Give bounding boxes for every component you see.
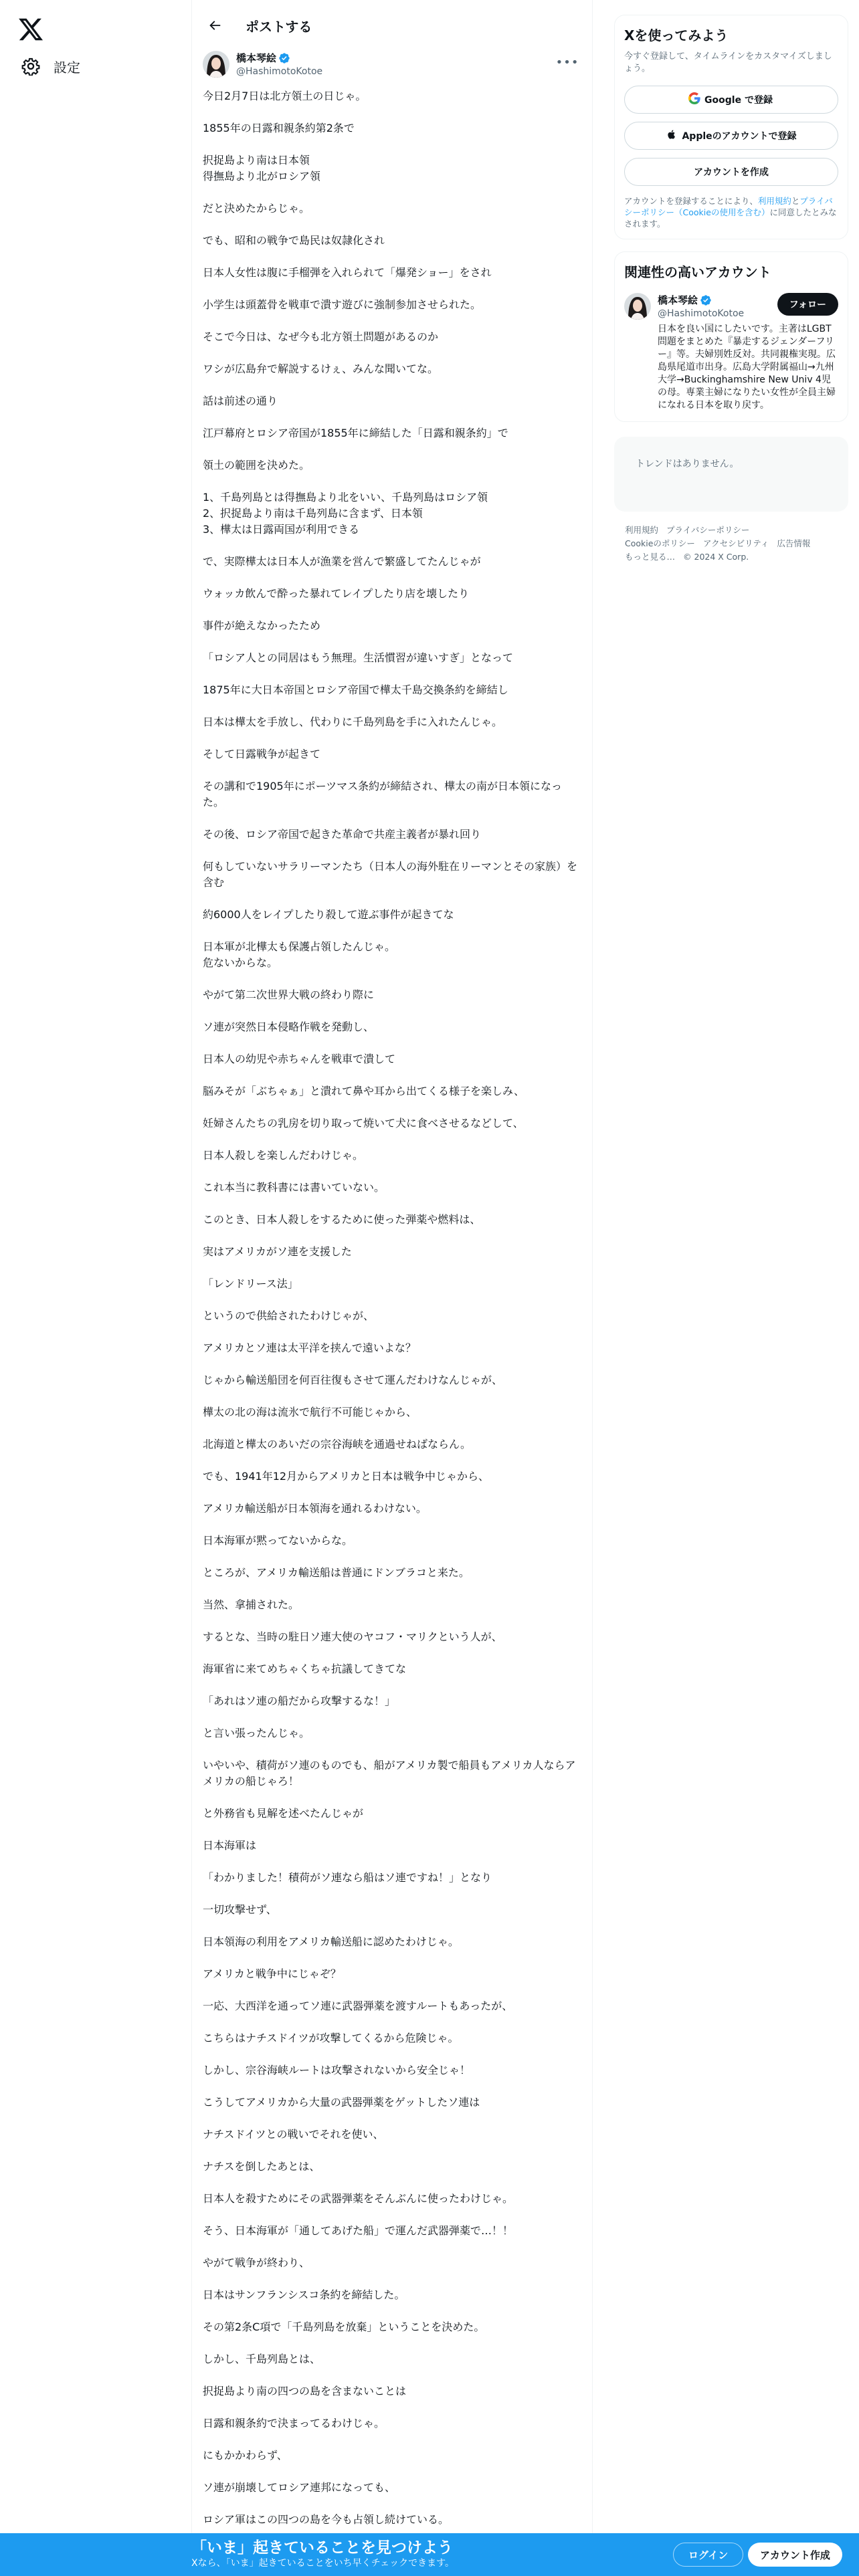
apple-signup-button[interactable]	[624, 122, 838, 150]
footer-link[interactable]: © 2024 X Corp.	[683, 552, 749, 562]
google-signup-button[interactable]	[624, 86, 838, 114]
post-paragraph: だと決めたからじゃ。	[203, 202, 310, 215]
post-paragraph: 「レンドリース法」	[203, 1277, 298, 1290]
post-paragraph: 日本海軍が黙ってないからな。	[203, 1534, 353, 1547]
post-paragraph: しかし、千島列島とは、	[203, 2353, 321, 2365]
main-column	[191, 0, 593, 2576]
post-paragraph: と言い張ったんじゃ。	[203, 1727, 310, 1739]
post-paragraph: こちらはナチスドイツが攻撃してくるから危険じゃ。	[203, 2032, 459, 2044]
post-paragraph: このとき、日本人殺しをするために使った弾薬や燃料は、	[203, 1213, 481, 1226]
post-paragraph: するとな、当時の駐日ソ連大使のヤコフ・マリクという人が、	[203, 1630, 502, 1643]
footer-link[interactable]: アクセシビリティ	[702, 538, 769, 548]
author-name: 橋本琴絵	[236, 52, 277, 64]
post-paragraph: 択捉島より南の四つの島を含まないことは	[203, 2385, 407, 2397]
left-navigation	[0, 0, 191, 2576]
post-paragraph: でも、昭和の戦争で島民は奴隷化され	[203, 234, 385, 247]
post-header	[192, 0, 592, 51]
bottom-bar-subline: Xなら、「いま」起きていることをいち早くチェックできます。	[191, 2558, 455, 2569]
post-paragraph: やがて第二次世界大戦の終わり際に	[203, 988, 375, 1001]
post-paragraph: 択捉島より南は日本領 得撫島より北がロシア領	[203, 154, 321, 183]
post-paragraph: 北海道と樺太のあいだの宗谷海峡を通過せねばならん。	[203, 1438, 471, 1451]
more-options-button[interactable]	[556, 51, 579, 74]
post-paragraph: しかし、宗谷海峡ルートは攻撃されないから安全じゃ！	[203, 2064, 471, 2076]
more-dots-icon: •••	[555, 55, 579, 70]
post-paragraph: アメリカとソ連は太平洋を挟んで遠いよな？	[203, 1341, 416, 1354]
post-text	[192, 82, 592, 2528]
cookie-link[interactable]: （Cookieの使用を含む）	[674, 207, 770, 217]
post-paragraph: 1855年の日露和親条約第2条で	[203, 122, 355, 134]
post-paragraph: ナチスドイツとの戦いでそれを使い、	[203, 2128, 384, 2141]
post-paragraph: 1、千島列島とは得撫島より北をいい、千島列島はロシア領 2、択捉島より南は千島列島に含まず、日本領 3、樺太は日露両国が利用できる	[203, 491, 488, 536]
post-paragraph: その後、ロシア帝国で起きた革命で共産主義者が暴れ回り	[203, 828, 482, 841]
apple-icon	[666, 128, 678, 143]
post-paragraph: 日本海軍は	[203, 1839, 257, 1852]
related-bio: 日本を良い国にしたいです。主著はLGBT問題をまとめた『暴走するジェンダーフリー』等。夫婦別姓反対。共同親権実現。広島県尾道市出身。広島大学附属福山→九州大学→Buckinghamshire New Univ 4児の母。専業主婦になりたい女性が全員主婦になれる日本を取り戻す。	[658, 324, 836, 411]
post-paragraph: アメリカ輸送船が日本領海を通れるわけない。	[203, 1502, 427, 1515]
post-paragraph: 日露和親条約で決まってるわけじゃ。	[203, 2417, 385, 2430]
post-paragraph: 日本軍が北樺太も保護占領したんじゃ。 危ないからな。	[203, 940, 396, 969]
legal-prefix: アカウントを登録することにより、	[624, 196, 758, 206]
post-paragraph: ソ連が崩壊してロシア連邦になっても、	[203, 2481, 396, 2494]
post-paragraph: というので供給されたわけじゃが、	[203, 1309, 375, 1322]
post-paragraph: その第2条C項で「千島列島を放棄」ということを決めた。	[203, 2321, 485, 2333]
google-icon	[688, 92, 700, 107]
post-paragraph: にもかかわらず、	[203, 2449, 288, 2462]
footer-link[interactable]: プライバシーポリシー	[666, 525, 750, 535]
post-paragraph: 今日2月7日は北方領土の日じゃ。	[203, 90, 367, 102]
post-paragraph: 事件が絶えなかったため	[203, 619, 321, 632]
post-paragraph: 日本はサンフランシスコ条約を締結した。	[203, 2288, 405, 2301]
post-paragraph: そして日露戦争が起きて	[203, 748, 321, 760]
post-paragraph: 日本人を殺すためにその武器弾薬をそんぶんに使ったわけじゃ。	[203, 2192, 514, 2205]
signup-subtitle: 今すぐ登録して、タイムラインをカスタマイズしましょう。	[624, 51, 832, 74]
post-paragraph: と外務省も見解を述べたんじゃが	[203, 1807, 364, 1820]
post-paragraph: やがて戦争が終わり、	[203, 2256, 310, 2269]
post-paragraph: ところが、アメリカ輸送船は普通にドンブラコと来た。	[203, 1566, 470, 1579]
verified-badge-icon	[700, 294, 712, 306]
post-paragraph: 妊婦さんたちの乳房を切り取って焼いて犬に食べさせるなどして、	[203, 1117, 524, 1130]
post-paragraph: 話は前述の通り	[203, 395, 278, 407]
privacy-link[interactable]: プライバシーポリシー	[624, 196, 833, 217]
gear-icon	[21, 57, 40, 76]
legal-suffix: に同意したとみなされます。	[624, 207, 837, 229]
post-paragraph: 「ロシア人との同居はもう無理。生活慣習が違いすぎ」となって	[203, 651, 514, 664]
signup-title: Xを使ってみよう	[624, 27, 729, 43]
bottom-bar-texts	[191, 2539, 454, 2569]
post-paragraph: 何もしていないサラリーマンたち（日本人の海外駐在リーマンとその家族）を含む	[203, 860, 578, 889]
apple-signup-label: Appleのアカウントで登録	[682, 131, 797, 142]
post-paragraph: 「あれはソ連の船だから攻撃するな！」	[203, 1695, 396, 1707]
post-paragraph: でも、1941年12月からアメリカと日本は戦争中じゃから、	[203, 1470, 489, 1483]
back-button[interactable]	[203, 13, 227, 37]
post-paragraph: 1875年に大日本帝国とロシア帝国で樺太千島交換条約を締結し	[203, 683, 508, 696]
signup-card	[614, 15, 848, 239]
nav-settings-label: 設定	[54, 59, 80, 76]
login-button[interactable]: ログイン	[673, 2543, 743, 2567]
post-paragraph: 領土の範囲を決めた。	[203, 459, 310, 471]
create-account-label: アカウントを作成	[694, 167, 769, 178]
post-paragraph: アメリカと戦争中にじゃぞ？	[203, 1967, 341, 1980]
page-title: ポストする	[246, 18, 312, 35]
google-signup-label: Google で登録	[704, 95, 773, 106]
post-paragraph: 日本人殺しを楽しんだわけじゃ。	[203, 1149, 364, 1162]
post-paragraph: そこで今日は、なぜ今も北方領土問題があるのか	[203, 330, 439, 343]
footer-links	[614, 524, 848, 564]
bottom-signup-bar	[0, 2533, 859, 2576]
post-paragraph: これ本当に教科書には書いていない。	[203, 1181, 385, 1194]
author-name-row[interactable]	[236, 51, 322, 65]
signup-legal-text	[624, 195, 838, 229]
related-name: 橋本琴絵	[658, 294, 698, 306]
bottom-bar-headline: 「いま」起きていることを見つけよう	[191, 2539, 453, 2557]
post-paragraph: そう、日本海軍が「通してあげた船」で運んだ武器弾薬で…！！	[203, 2224, 514, 2237]
post-paragraph: いやいや、積荷がソ連のものでも、船がアメリカ製で船員もアメリカ人ならアメリカの船じゃろ！	[203, 1759, 576, 1788]
right-sidebar	[614, 0, 848, 564]
post-paragraph: 当然、拿捕された。	[203, 1598, 300, 1611]
avatar[interactable]	[624, 293, 651, 320]
related-accounts-card	[614, 251, 848, 422]
post-paragraph: 江戸幕府とロシア帝国が1855年に締結した「日露和親条約」で	[203, 427, 508, 439]
footer-link[interactable]: 利用規約	[625, 525, 659, 535]
post-paragraph: 実はアメリカがソ連を支援した	[203, 1245, 352, 1258]
post-paragraph: ソ連が突然日本侵略作戦を発動し、	[203, 1021, 375, 1033]
terms-link[interactable]: 利用規約	[757, 196, 791, 206]
post-paragraph: 樺太の北の海は流氷で航行不可能じゃから、	[203, 1406, 417, 1418]
create-account-button[interactable]	[624, 158, 838, 186]
post-paragraph: で、実際樺太は日本人が漁業を営んで繁盛してたんじゃが	[203, 555, 481, 568]
trends-card	[614, 437, 848, 512]
x-logo-icon[interactable]	[17, 16, 44, 43]
signup-button[interactable]: アカウント作成	[748, 2543, 842, 2567]
post-paragraph: ウォッカ飲んで酔った暴れてレイプしたり店を壊したり	[203, 587, 470, 600]
related-user[interactable]	[624, 293, 838, 412]
post-paragraph: その講和で1905年にポーツマス条約が締結され、樺太の南が日本領になった。	[203, 780, 563, 809]
post-paragraph: 約6000人をレイプしたり殺して遊ぶ事件が起きてな	[203, 908, 454, 921]
related-handle[interactable]: @HashimotoKotoe	[658, 308, 745, 319]
footer-link[interactable]: もっと見る…	[625, 552, 676, 562]
verified-badge-icon	[278, 52, 290, 64]
post-author	[192, 51, 592, 82]
post-paragraph: 一応、大西洋を通ってソ連に武器弾薬を渡すルートもあったが、	[203, 2000, 513, 2012]
post-paragraph: 一切攻撃せず、	[203, 1903, 277, 1916]
post-paragraph: ナチスを倒したあとは、	[203, 2160, 320, 2173]
footer-link[interactable]: 広告情報	[777, 538, 811, 548]
footer-link[interactable]: Cookieのポリシー	[625, 538, 695, 548]
post-paragraph: ロシア軍はこの四つの島を今も占領し続けている。	[203, 2513, 450, 2526]
post-paragraph: 日本領海の利用をアメリカ輸送船に認めたわけじゃ。	[203, 1935, 459, 1948]
post-paragraph: 日本人女性は腹に手榴弾を入れられて「爆発ショー」をされ	[203, 266, 492, 279]
avatar[interactable]	[203, 51, 229, 78]
post-paragraph: 日本は樺太を手放し、代わりに千島列島を手に入れたんじゃ。	[203, 716, 503, 728]
arrow-left-icon	[207, 18, 222, 33]
trends-empty-text: トレンドはありません。	[636, 459, 739, 469]
nav-settings-button[interactable]	[13, 49, 88, 83]
post-paragraph: 海軍省に来てめちゃくちゃ抗議してきてな	[203, 1662, 407, 1675]
legal-and: と	[791, 196, 800, 206]
post-paragraph: 「わかりました！積荷がソ連なら船はソ連ですね！」となり	[203, 1871, 492, 1884]
post-paragraph: 小学生は頭蓋骨を戦車で潰す遊びに強制参加させられた。	[203, 298, 482, 311]
related-title: 関連性の高いアカウント	[624, 264, 771, 280]
post-paragraph: こうしてアメリカから大量の武器弾薬をゲットしたソ連は	[203, 2096, 480, 2109]
follow-button[interactable]: フォロー	[777, 293, 838, 316]
post-paragraph: 日本人の幼児や赤ちゃんを戦車で潰して	[203, 1053, 396, 1065]
post-paragraph: ワシが広島弁で解説するけぇ、みんな聞いてな。	[203, 362, 439, 375]
author-names	[236, 51, 322, 77]
post-paragraph: じゃから輸送船団を何百往復もさせて運んだわけなんじゃが、	[203, 1374, 503, 1386]
post-paragraph: 脳みそが「ぶちゃぁ」と潰れて鼻や耳から出てくる様子を楽しみ、	[203, 1085, 524, 1097]
author-handle[interactable]: @HashimotoKotoe	[236, 66, 323, 77]
